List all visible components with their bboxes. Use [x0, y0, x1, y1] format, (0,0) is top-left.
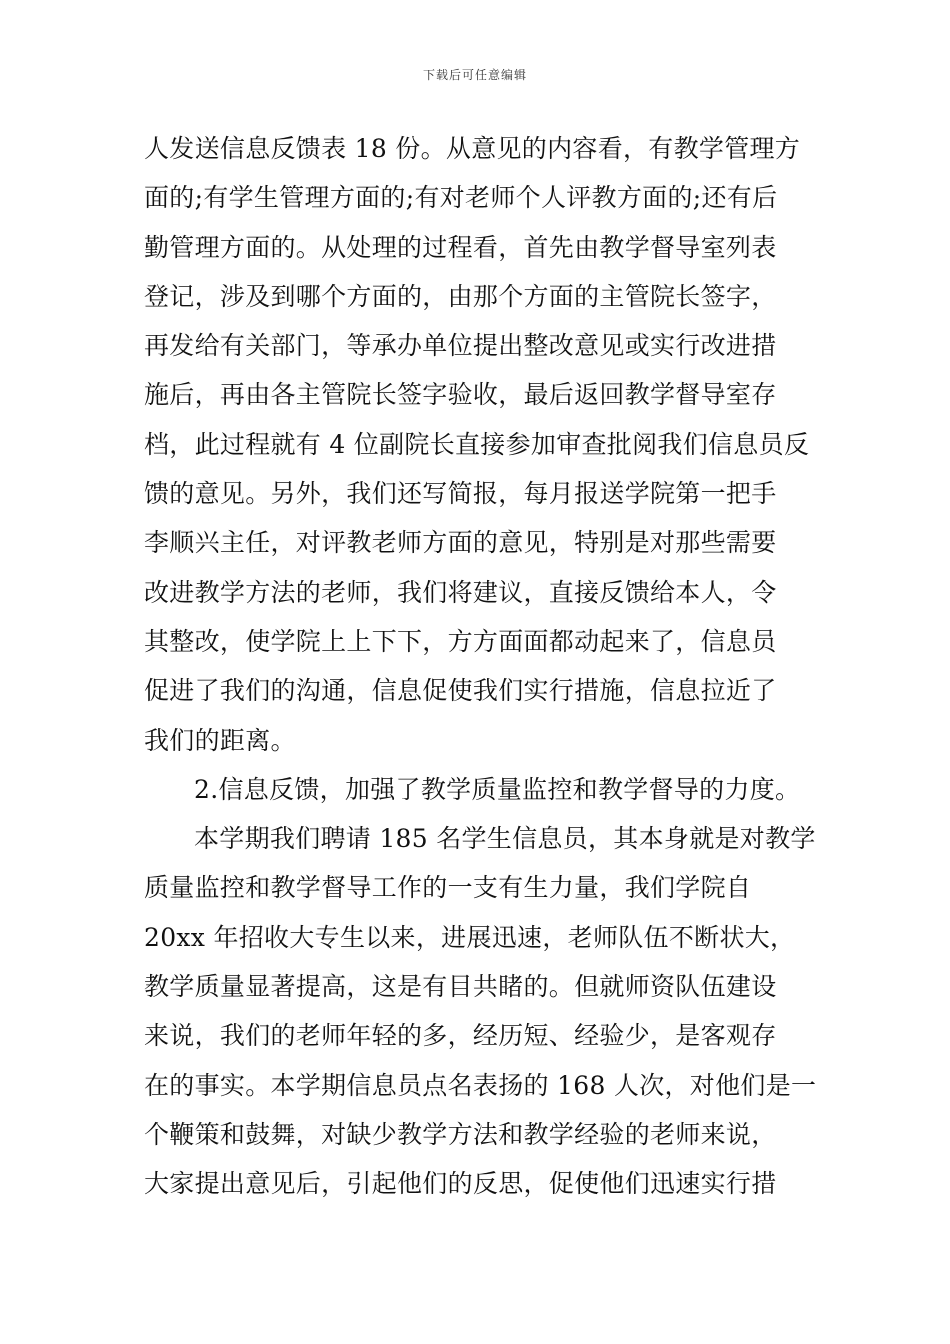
text-line: 教学质量显著提高，这是有目共睹的。但就师资队伍建设 [144, 972, 777, 1002]
text-line: 大家提出意见后，引起他们的反思，促使他们迅速实行措 [144, 1169, 777, 1199]
text-line: 促进了我们的沟通，信息促使我们实行措施，信息拉近了 [144, 676, 777, 706]
text-line: 来说，我们的老师年轻的多，经历短、经验少，是客观存 [144, 1021, 777, 1051]
text-line: 馈的意见。另外，我们还写简报，每月报送学院第一把手 [144, 479, 777, 509]
text-line: 质量监控和教学督导工作的一支有生力量，我们学院自 [144, 873, 752, 903]
text-line: 施后，再由各主管院长签字验收，最后返回教学督导室存 [144, 380, 777, 410]
text-line: 人发送信息反馈表 18 份。从意见的内容看，有教学管理方 [144, 134, 801, 163]
section-heading: 2.信息反馈，加强了教学质量监控和教学督导的力度。 [194, 774, 801, 804]
text-line: 在的事实。本学期信息员点名表扬的 168 人次，对他们是一 [144, 1070, 817, 1100]
text-line: 20xx 年招收大专生以来，进展迅速，老师队伍不断状大， [144, 922, 796, 952]
text-line: 李顺兴主任，对评教老师方面的意见，特别是对那些需要 [144, 528, 777, 558]
text-line: 改进教学方法的老师，我们将建议，直接反馈给本人，令 [144, 577, 777, 607]
text-line: 我们的距离。 [144, 725, 296, 755]
text-line: 个鞭策和鼓舞，对缺少教学方法和教学经验的老师来说， [144, 1119, 777, 1149]
text-line: 本学期我们聘请 185 名学生信息员，其本身就是对教学 [194, 824, 816, 854]
text-line: 其整改，使学院上上下下，方方面面都动起来了，信息员 [144, 626, 777, 656]
text-line: 档，此过程就有 4 位副院长直接参加审查批阅我们信息员反 [144, 429, 810, 459]
page-header: 下载后可任意编辑 [422, 68, 527, 82]
text-line: 面的;有学生管理方面的;有对老师个人评教方面的;还有后 [144, 183, 778, 213]
text-line: 勤管理方面的。从处理的过程看，首先由教学督导室列表 [144, 232, 777, 262]
text-line: 登记，涉及到哪个方面的，由那个方面的主管院长签字， [144, 281, 777, 311]
text-line: 再发给有关部门，等承办单位提出整改意见或实行改进措 [144, 331, 777, 361]
document-body [144, 124, 817, 1209]
